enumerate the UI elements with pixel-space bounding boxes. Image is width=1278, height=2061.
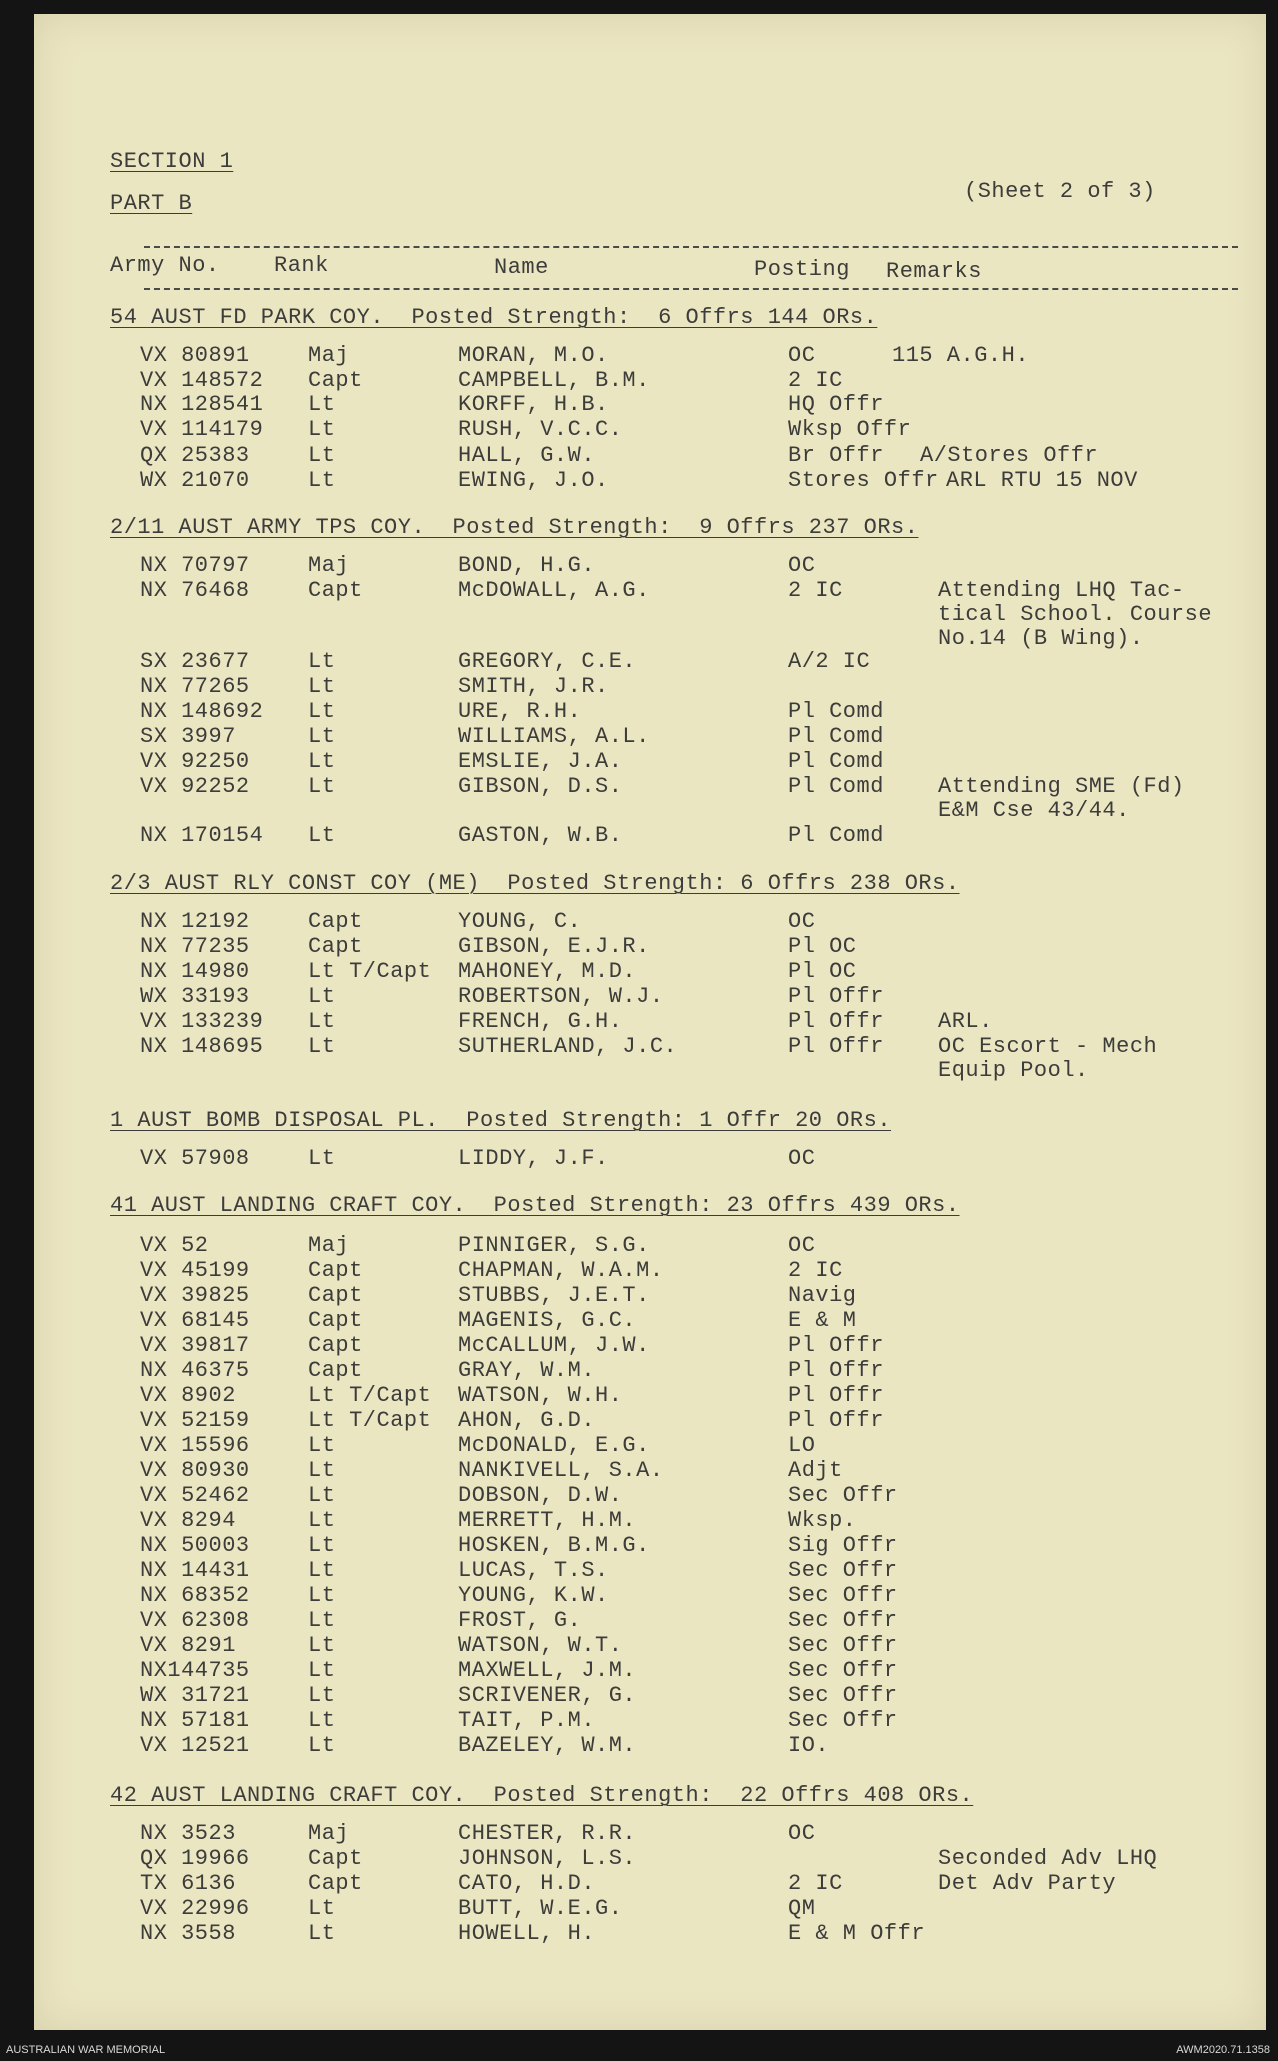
cell-army-no: NX 148692	[140, 699, 264, 724]
cell-name: MORAN, M.O.	[458, 343, 609, 368]
cell-name: YOUNG, C.	[458, 909, 582, 934]
cell-army-no: NX 77235	[140, 934, 250, 959]
cell-rank: Lt	[308, 724, 336, 749]
cell-remarks: ARL.	[938, 1009, 993, 1034]
cell-army-no: NX 14980	[140, 959, 250, 984]
column-header-rank: Rank	[274, 253, 329, 278]
cell-name: McDONALD, E.G.	[458, 1433, 650, 1458]
cell-rank: Maj	[308, 1821, 350, 1846]
cell-rank: Lt T/Capt	[308, 1383, 432, 1408]
column-header-posting: Posting	[754, 257, 850, 282]
cell-rank: Lt	[308, 1558, 336, 1583]
cell-remarks: Det Adv Party	[938, 1871, 1117, 1896]
cell-army-no: NX 170154	[140, 823, 264, 848]
column-header-army-no: Army No.	[110, 253, 220, 278]
cell-posting: Pl Comd	[788, 823, 884, 848]
cell-name: McCALLUM, J.W.	[458, 1333, 650, 1358]
cell-posting: OC	[788, 1233, 816, 1258]
sheet-number: (Sheet 2 of 3)	[964, 179, 1156, 204]
cell-name: AHON, G.D.	[458, 1408, 596, 1433]
cell-posting: HQ Offr	[788, 392, 884, 417]
cell-army-no: VX 62308	[140, 1608, 250, 1633]
cell-army-no: NX 3523	[140, 1821, 236, 1846]
cell-army-no: VX 92252	[140, 774, 250, 799]
cell-rank: Lt	[308, 1146, 336, 1171]
cell-posting: 2 IC	[788, 368, 843, 393]
cell-name: McDOWALL, A.G.	[458, 578, 650, 603]
cell-posting: Pl OC	[788, 934, 857, 959]
cell-army-no: WX 31721	[140, 1683, 250, 1708]
cell-posting: IO.	[788, 1733, 830, 1758]
cell-army-no: SX 3997	[140, 724, 236, 749]
cell-name: EMSLIE, J.A.	[458, 749, 623, 774]
cell-name: HALL, G.W.	[458, 443, 596, 468]
cell-posting: Sec Offr	[788, 1658, 898, 1683]
cell-posting: Pl Comd	[788, 749, 884, 774]
cell-rank: Lt	[308, 392, 336, 417]
cell-rank: Lt	[308, 1034, 336, 1059]
cell-posting: Sec Offr	[788, 1558, 898, 1583]
cell-posting: A/2 IC	[788, 649, 871, 674]
cell-name: SCRIVENER, G.	[458, 1683, 637, 1708]
cell-name: MERRETT, H.M.	[458, 1508, 637, 1533]
cell-rank: Capt	[308, 578, 363, 603]
cell-army-no: NX 70797	[140, 553, 250, 578]
cell-rank: Capt	[308, 368, 363, 393]
cell-name: TAIT, P.M.	[458, 1708, 596, 1733]
cell-remarks: A/Stores Offr	[920, 443, 1099, 468]
cell-posting: Adjt	[788, 1458, 843, 1483]
unit-heading: 41 AUST LANDING CRAFT COY. Posted Strength: 23 Offrs 439 ORs.	[110, 1193, 960, 1218]
cell-posting: Pl Offr	[788, 1333, 884, 1358]
cell-name: MAGENIS, G.C.	[458, 1308, 637, 1333]
cell-posting: Pl Offr	[788, 1408, 884, 1433]
cell-name: SMITH, J.R.	[458, 674, 609, 699]
cell-rank: Lt	[308, 1508, 336, 1533]
cell-name: FROST, G.	[458, 1608, 582, 1633]
cell-rank: Lt T/Capt	[308, 959, 432, 984]
cell-army-no: VX 39817	[140, 1333, 250, 1358]
cell-army-no: VX 8902	[140, 1383, 236, 1408]
cell-name: BOND, H.G.	[458, 553, 596, 578]
cell-posting: Stores Offr	[788, 468, 939, 493]
cell-army-no: WX 21070	[140, 468, 250, 493]
cell-posting: Sec Offr	[788, 1683, 898, 1708]
cell-army-no: VX 114179	[140, 417, 264, 442]
cell-army-no: VX 57908	[140, 1146, 250, 1171]
section-title: SECTION 1	[110, 149, 234, 174]
cell-posting: Pl Offr	[788, 984, 884, 1009]
cell-army-no: NX144735	[140, 1658, 250, 1683]
cell-army-no: VX 39825	[140, 1283, 250, 1308]
cell-rank: Lt	[308, 417, 336, 442]
cell-rank: Maj	[308, 553, 350, 578]
cell-name: RUSH, V.C.C.	[458, 417, 623, 442]
cell-rank: Lt	[308, 1633, 336, 1658]
cell-army-no: VX 12521	[140, 1733, 250, 1758]
cell-posting: Sec Offr	[788, 1583, 898, 1608]
cell-rank: Lt	[308, 1483, 336, 1508]
cell-rank: Lt	[308, 1608, 336, 1633]
cell-posting: E & M	[788, 1308, 857, 1333]
cell-name: EWING, J.O.	[458, 468, 609, 493]
cell-name: BUTT, W.E.G.	[458, 1896, 623, 1921]
cell-rank: Lt	[308, 468, 336, 493]
cell-name: LUCAS, T.S.	[458, 1558, 609, 1583]
cell-posting: Sig Offr	[788, 1533, 898, 1558]
cell-rank: Lt	[308, 984, 336, 1009]
footer-credit: AUSTRALIAN WAR MEMORIAL	[6, 2044, 166, 2056]
cell-name: LIDDY, J.F.	[458, 1146, 609, 1171]
header-rule-top	[144, 246, 1238, 248]
cell-rank: Capt	[308, 1333, 363, 1358]
cell-army-no: QX 25383	[140, 443, 250, 468]
cell-rank: Capt	[308, 1258, 363, 1283]
cell-army-no: TX 6136	[140, 1871, 236, 1896]
cell-army-no: NX 57181	[140, 1708, 250, 1733]
cell-remarks: Seconded Adv LHQ	[938, 1846, 1158, 1871]
cell-army-no: VX 80930	[140, 1458, 250, 1483]
cell-name: SUTHERLAND, J.C.	[458, 1034, 678, 1059]
cell-posting: OC	[788, 343, 816, 368]
cell-army-no: VX 52462	[140, 1483, 250, 1508]
cell-army-no: NX 76468	[140, 578, 250, 603]
cell-name: BAZELEY, W.M.	[458, 1733, 637, 1758]
cell-rank: Lt	[308, 749, 336, 774]
cell-posting: LO	[788, 1433, 816, 1458]
unit-heading: 1 AUST BOMB DISPOSAL PL. Posted Strength: 1 Offr 20 ORs.	[110, 1108, 892, 1133]
cell-name: HOSKEN, B.M.G.	[458, 1533, 650, 1558]
cell-rank: Lt	[308, 1009, 336, 1034]
cell-name: HOWELL, H.	[458, 1921, 596, 1946]
cell-rank: Capt	[308, 1358, 363, 1383]
part-title: PART B	[110, 191, 193, 216]
cell-army-no: VX 8294	[140, 1508, 236, 1533]
cell-posting: 2 IC	[788, 578, 843, 603]
cell-army-no: VX 45199	[140, 1258, 250, 1283]
cell-remarks: 115 A.G.H.	[892, 343, 1030, 368]
cell-posting: Sec Offr	[788, 1633, 898, 1658]
cell-army-no: NX 77265	[140, 674, 250, 699]
cell-rank: Lt	[308, 1458, 336, 1483]
cell-rank: Capt	[308, 1846, 363, 1871]
cell-posting: QM	[788, 1896, 816, 1921]
cell-name: NANKIVELL, S.A.	[458, 1458, 664, 1483]
cell-posting: OC	[788, 909, 816, 934]
cell-remarks: ARL RTU 15 NOV	[946, 468, 1138, 493]
cell-posting: OC	[788, 553, 816, 578]
cell-rank: Lt	[308, 649, 336, 674]
cell-name: GRAY, W.M.	[458, 1358, 596, 1383]
cell-posting: Pl OC	[788, 959, 857, 984]
cell-name: WATSON, W.T.	[458, 1633, 623, 1658]
cell-army-no: NX 46375	[140, 1358, 250, 1383]
cell-posting: Pl Offr	[788, 1383, 884, 1408]
cell-posting: Br Offr	[788, 443, 884, 468]
cell-name: WATSON, W.H.	[458, 1383, 623, 1408]
cell-posting: 2 IC	[788, 1258, 843, 1283]
cell-posting: Pl Comd	[788, 774, 884, 799]
cell-rank: Lt	[308, 823, 336, 848]
cell-posting: Sec Offr	[788, 1608, 898, 1633]
cell-rank: Lt	[308, 1708, 336, 1733]
cell-army-no: VX 8291	[140, 1633, 236, 1658]
cell-posting: E & M Offr	[788, 1921, 926, 1946]
header-rule-bottom	[144, 288, 1238, 290]
cell-rank: Capt	[308, 1308, 363, 1333]
unit-heading: 54 AUST FD PARK COY. Posted Strength: 6 Offrs 144 ORs.	[110, 305, 878, 330]
cell-posting: Wksp.	[788, 1508, 857, 1533]
cell-rank: Lt	[308, 1658, 336, 1683]
cell-name: CHESTER, R.R.	[458, 1821, 637, 1846]
cell-rank: Lt	[308, 1433, 336, 1458]
cell-rank: Capt	[308, 1283, 363, 1308]
cell-rank: Lt	[308, 443, 336, 468]
cell-army-no: WX 33193	[140, 984, 250, 1009]
cell-rank: Lt	[308, 1733, 336, 1758]
cell-army-no: QX 19966	[140, 1846, 250, 1871]
cell-army-no: NX 3558	[140, 1921, 236, 1946]
cell-posting: Sec Offr	[788, 1483, 898, 1508]
cell-posting: OC	[788, 1821, 816, 1846]
cell-rank: Lt	[308, 674, 336, 699]
cell-rank: Lt	[308, 1683, 336, 1708]
cell-army-no: VX 52	[140, 1233, 209, 1258]
cell-army-no: NX 148695	[140, 1034, 264, 1059]
cell-name: MAHONEY, M.D.	[458, 959, 637, 984]
cell-name: DOBSON, D.W.	[458, 1483, 623, 1508]
cell-posting: Navig	[788, 1283, 857, 1308]
cell-army-no: NX 68352	[140, 1583, 250, 1608]
cell-army-no: VX 148572	[140, 368, 264, 393]
cell-name: GASTON, W.B.	[458, 823, 623, 848]
cell-army-no: NX 128541	[140, 392, 264, 417]
cell-name: GIBSON, E.J.R.	[458, 934, 650, 959]
cell-remarks: Attending LHQ Tac- tical School. Course No.14 (B Wing).	[938, 578, 1213, 651]
cell-army-no: NX 12192	[140, 909, 250, 934]
cell-army-no: SX 23677	[140, 649, 250, 674]
cell-name: STUBBS, J.E.T.	[458, 1283, 650, 1308]
footer-bar	[0, 2040, 1278, 2061]
cell-rank: Maj	[308, 1233, 350, 1258]
unit-heading: 2/3 AUST RLY CONST COY (ME) Posted Strength: 6 Offrs 238 ORs.	[110, 871, 960, 896]
cell-rank: Lt	[308, 774, 336, 799]
cell-rank: Capt	[308, 934, 363, 959]
cell-posting: Sec Offr	[788, 1708, 898, 1733]
cell-army-no: VX 15596	[140, 1433, 250, 1458]
cell-name: ROBERTSON, W.J.	[458, 984, 664, 1009]
cell-name: YOUNG, K.W.	[458, 1583, 609, 1608]
cell-name: KORFF, H.B.	[458, 392, 609, 417]
cell-name: FRENCH, G.H.	[458, 1009, 623, 1034]
cell-name: WILLIAMS, A.L.	[458, 724, 650, 749]
document-page	[34, 14, 1266, 2030]
cell-posting: OC	[788, 1146, 816, 1171]
footer-reference: AWM2020.71.1358	[1176, 2044, 1270, 2056]
cell-rank: Lt T/Capt	[308, 1408, 432, 1433]
cell-army-no: VX 92250	[140, 749, 250, 774]
cell-name: GREGORY, C.E.	[458, 649, 637, 674]
cell-army-no: NX 14431	[140, 1558, 250, 1583]
cell-rank: Capt	[308, 909, 363, 934]
cell-name: CHAPMAN, W.A.M.	[458, 1258, 664, 1283]
cell-army-no: VX 22996	[140, 1896, 250, 1921]
cell-name: JOHNSON, L.S.	[458, 1846, 637, 1871]
cell-rank: Lt	[308, 1921, 336, 1946]
cell-posting: Pl Offr	[788, 1358, 884, 1383]
cell-posting: Wksp Offr	[788, 417, 912, 442]
cell-rank: Lt	[308, 699, 336, 724]
cell-rank: Lt	[308, 1896, 336, 1921]
cell-name: CATO, H.D.	[458, 1871, 596, 1896]
unit-heading: 42 AUST LANDING CRAFT COY. Posted Strength: 22 Offrs 408 ORs.	[110, 1783, 974, 1808]
cell-remarks: OC Escort - Mech Equip Pool.	[938, 1034, 1158, 1083]
cell-rank: Capt	[308, 1871, 363, 1896]
cell-name: CAMPBELL, B.M.	[458, 368, 650, 393]
cell-posting: Pl Comd	[788, 699, 884, 724]
cell-posting: 2 IC	[788, 1871, 843, 1896]
cell-army-no: VX 52159	[140, 1408, 250, 1433]
cell-posting: Pl Comd	[788, 724, 884, 749]
column-header-remarks: Remarks	[886, 259, 982, 284]
cell-army-no: VX 68145	[140, 1308, 250, 1333]
cell-posting: Pl Offr	[788, 1034, 884, 1059]
cell-name: GIBSON, D.S.	[458, 774, 623, 799]
cell-rank: Lt	[308, 1533, 336, 1558]
cell-army-no: VX 80891	[140, 343, 250, 368]
unit-heading: 2/11 AUST ARMY TPS COY. Posted Strength: 9 Offrs 237 ORs.	[110, 515, 919, 540]
cell-remarks: Attending SME (Fd) E&M Cse 43/44.	[938, 774, 1185, 823]
cell-posting: Pl Offr	[788, 1009, 884, 1034]
cell-army-no: NX 50003	[140, 1533, 250, 1558]
cell-rank: Maj	[308, 343, 350, 368]
cell-army-no: VX 133239	[140, 1009, 264, 1034]
column-header-name: Name	[494, 255, 549, 280]
cell-name: PINNIGER, S.G.	[458, 1233, 650, 1258]
cell-rank: Lt	[308, 1583, 336, 1608]
cell-name: URE, R.H.	[458, 699, 582, 724]
cell-name: MAXWELL, J.M.	[458, 1658, 637, 1683]
